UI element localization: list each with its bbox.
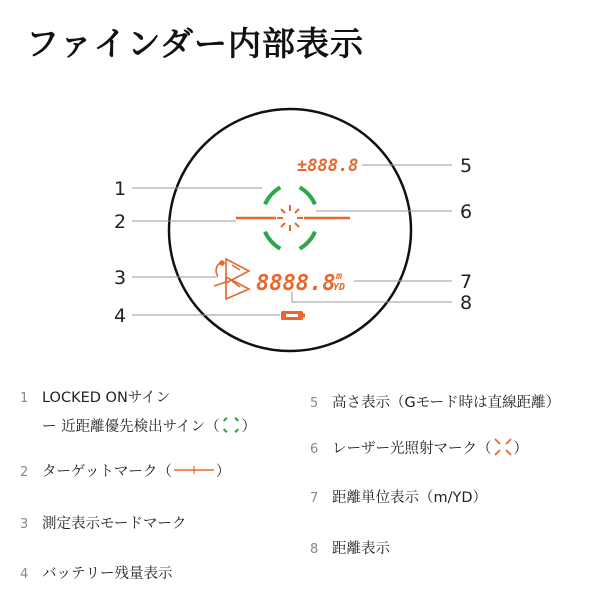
legend-item-6	[310, 436, 528, 462]
legend-item-3	[20, 512, 186, 533]
unit-m: m	[336, 271, 343, 282]
legend-text-prefix-6: レーザー光照射マーク（	[332, 441, 492, 457]
legend-num-6: 6	[310, 442, 319, 457]
legend-text-4: バッテリー残量表示	[42, 566, 173, 582]
unit-yd: YD	[333, 282, 346, 293]
legend-item-5	[310, 391, 560, 412]
height-readout: ±888.8	[297, 156, 359, 176]
legend-text-prefix-2: ターゲットマーク（	[42, 464, 172, 480]
legend-num-1: 1	[20, 391, 29, 406]
mode-mark-icon	[214, 259, 249, 299]
callout-4: 4	[114, 305, 127, 327]
distance-readout: 8888.8	[256, 271, 336, 296]
battery-icon	[281, 311, 305, 320]
legend-num-3: 3	[20, 517, 29, 532]
callout-6: 6	[460, 201, 473, 223]
callout-2: 2	[114, 211, 127, 233]
legend-item-7	[310, 486, 487, 507]
callout-8: 8	[460, 292, 473, 314]
callout-7: 7	[460, 271, 473, 293]
legend-num-7: 7	[310, 491, 319, 506]
legend-subtext-suffix-1: ）	[241, 419, 257, 435]
legend-item-1	[20, 386, 256, 440]
legend-text-1: LOCKED ONサイン	[42, 390, 171, 406]
laser-x-icon	[492, 436, 514, 462]
legend-num-5: 5	[310, 396, 319, 411]
legend-item-8	[310, 537, 390, 558]
legend-num-8: 8	[310, 542, 319, 557]
legend-subtext-prefix-1: ー 近距離優先検出サイン（	[42, 419, 220, 435]
page-title: ファインダー内部表示	[26, 24, 365, 63]
callout-1: 1	[114, 178, 127, 200]
legend-text-5: 高さ表示（Gモード時は直線距離）	[332, 395, 561, 411]
legend-text-suffix-6: ）	[513, 441, 528, 457]
legend-text-3: 測定表示モードマーク	[42, 516, 187, 532]
locked-on-circle-icon	[220, 414, 242, 440]
callout-3: 3	[114, 267, 127, 289]
legend-item-2	[20, 460, 230, 481]
legend-text-suffix-2: ）	[215, 464, 231, 480]
laser-burst-icon	[277, 205, 303, 231]
legend-text-8: 距離表示	[332, 541, 390, 557]
target-line-icon	[172, 463, 216, 481]
legend-item-4	[20, 562, 173, 583]
legend-num-2: 2	[20, 465, 29, 480]
callout-5: 5	[460, 155, 473, 177]
legend-text-7: 距離単位表示（m/YD）	[332, 490, 488, 506]
legend-num-4: 4	[20, 567, 29, 582]
